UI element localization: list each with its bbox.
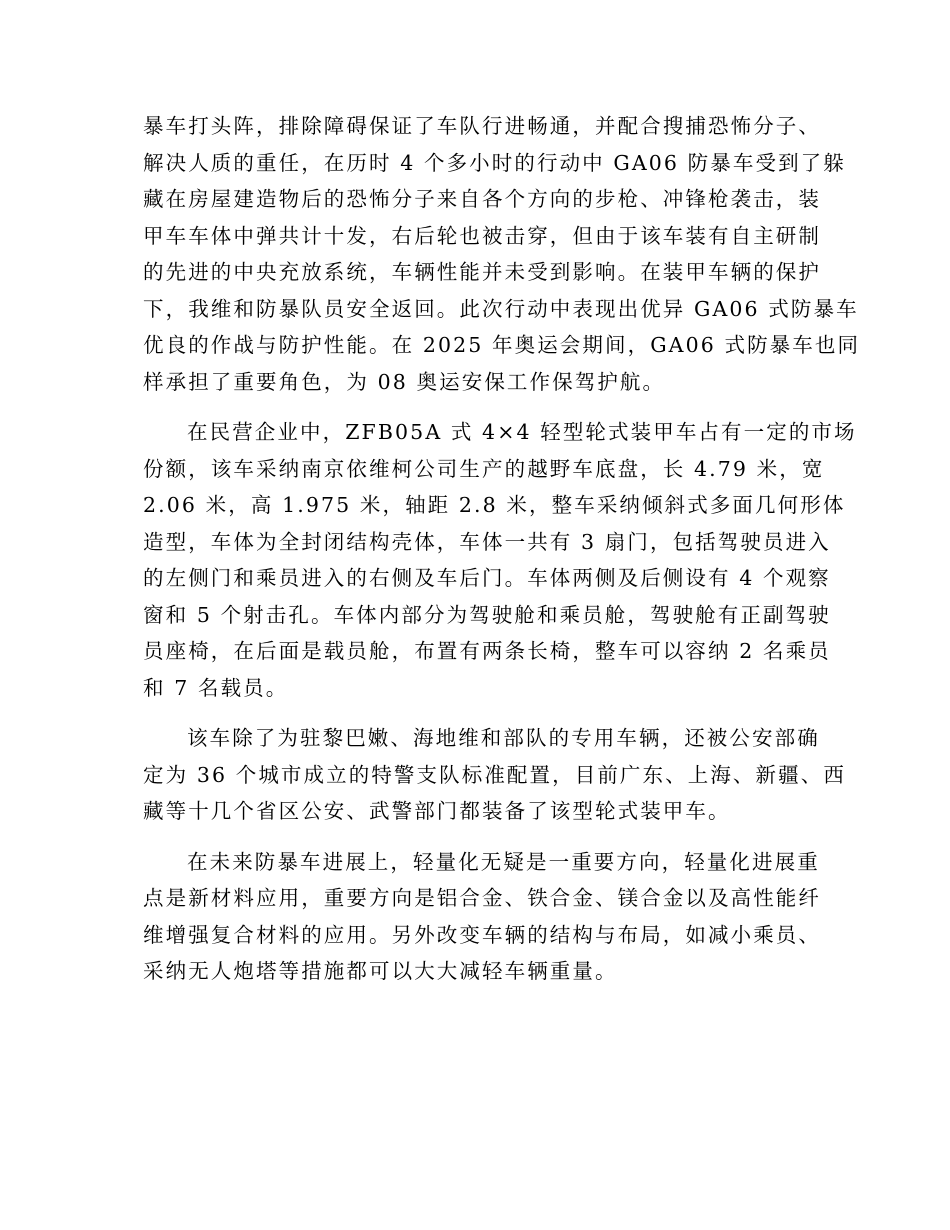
- text-line: 2.06 米，高 1.975 米，轴距 2.8 米，整车采纳倾斜式多面几何形体: [143, 493, 846, 517]
- paragraph-3: [143, 720, 846, 830]
- text-line: 和 7 名载员。: [143, 675, 289, 700]
- paragraph-1: [143, 108, 861, 400]
- text-line: 份额，该车采纳南京依维柯公司生产的越野车底盘，长 4.79 米，宽: [143, 456, 825, 481]
- text-line: 造型，车体为全封闭结构壳体，车体一共有 3 扇门，包括驾驶员进入: [143, 529, 831, 554]
- paragraph-4: [143, 844, 821, 990]
- text-line: 定为 36 个城市成立的特警支队标准配置，目前广东、上海、新疆、西: [143, 762, 846, 787]
- text-line: 藏等十几个省区公安、武警部门都装备了该型轮式装甲车。: [143, 799, 731, 823]
- text-line: 藏在房屋建造物后的恐怖分子来自各个方向的步枪、冲锋枪袭击，装: [143, 187, 821, 211]
- text-line: 员座椅，在后面是载员舱，布置有两条长椅，整车可以容纳 2 名乘员: [143, 639, 831, 663]
- text-line: 维增强复合材料的应用。另外改变车辆的结构与布局，如减小乘员、: [143, 922, 821, 947]
- text-line: 的左侧门和乘员进入的右侧及车后门。车体两侧及后侧设有 4 个观察: [143, 566, 831, 590]
- text-line: 采纳无人炮塔等措施都可以大大减轻车辆重量。: [143, 959, 618, 983]
- text-line: 点是新材料应用，重要方向是铝合金、铁合金、镁合金以及高性能纤: [143, 886, 821, 910]
- text-line: 样承担了重要角色，为 08 奥运安保工作保驾护航。: [143, 369, 666, 394]
- text-line: 解决人质的重任，在历时 4 个多小时的行动中 GA06 防暴车受到了躲: [143, 150, 846, 175]
- document-page: [143, 108, 861, 1004]
- text-line: 窗和 5 个射击孔。车体内部分为驾驶舱和乘员舱，驾驶舱有正副驾驶: [143, 602, 831, 627]
- text-line: 甲车车体中弹共计十发，右后轮也被击穿，但由于该车装有自主研制: [143, 223, 821, 248]
- text-line: 在民营企业中，ZFB05A 式 4×4 轻型轮式装甲车占有一定的市场: [187, 420, 857, 444]
- text-line: 下，我维和防暴队员安全返回。此次行动中表现出优异 GA06 式防暴车: [143, 296, 859, 321]
- text-line: 优良的作战与防护性能。在 2025 年奥运会期间，GA06 式防暴车也同: [143, 333, 861, 357]
- text-line: 暴车打头阵，排除障碍保证了车队行进畅通，并配合搜捕恐怖分子、: [143, 114, 821, 138]
- text-line: 在未来防暴车进展上，轻量化无疑是一重要方向，轻量化进展重: [187, 849, 820, 874]
- text-line: 该车除了为驻黎巴嫩、海地维和部队的专用车辆，还被公安部确: [187, 726, 820, 750]
- paragraph-2: [143, 414, 857, 706]
- text-line: 的先进的中央充放系统，车辆性能并未受到影响。在装甲车辆的保护: [143, 260, 821, 284]
